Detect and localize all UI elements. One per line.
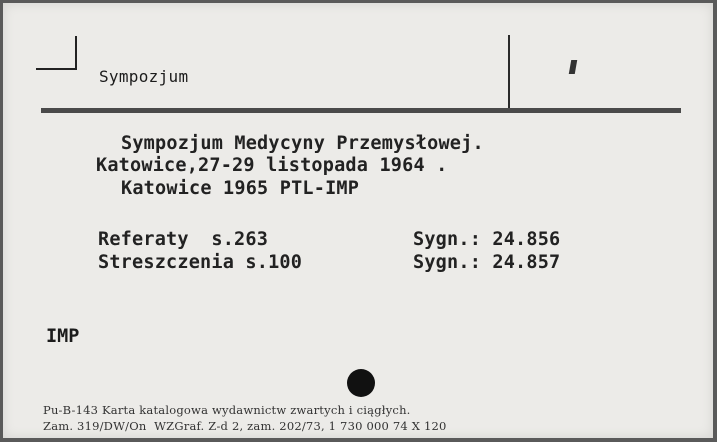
corner-mark-vertical (75, 36, 77, 70)
location-code: IMP (46, 326, 80, 347)
heading-rule (41, 108, 681, 113)
holding-signature-2: Sygn.: 24.857 (413, 252, 561, 273)
holding-signature-1: Sygn.: 24.856 (413, 229, 561, 250)
holding-item-1: Referaty s.263 (98, 229, 269, 250)
footer-line-1: Pu-B-143 Karta katalogowa wydawnictw zwartych i ciągłych. (43, 403, 411, 417)
vertical-divider (508, 35, 510, 110)
title-line-2: Katowice,27-29 listopada 1964 . (96, 155, 448, 176)
ink-mark (569, 60, 577, 74)
corner-mark-horizontal (36, 68, 77, 70)
card-heading: Sympozjum (99, 67, 189, 86)
catalog-card (3, 3, 713, 438)
punch-hole (347, 369, 375, 397)
title-line-3: Katowice 1965 PTL-IMP (121, 178, 360, 199)
footer-line-2: Zam. 319/DW/On WZGraf. Z-d 2, zam. 202/73, 1 730 000 74 X 120 (43, 419, 447, 433)
title-line-1: Sympozjum Medycyny Przemysłowej. (121, 133, 484, 154)
holding-item-2: Streszczenia s.100 (98, 252, 303, 273)
